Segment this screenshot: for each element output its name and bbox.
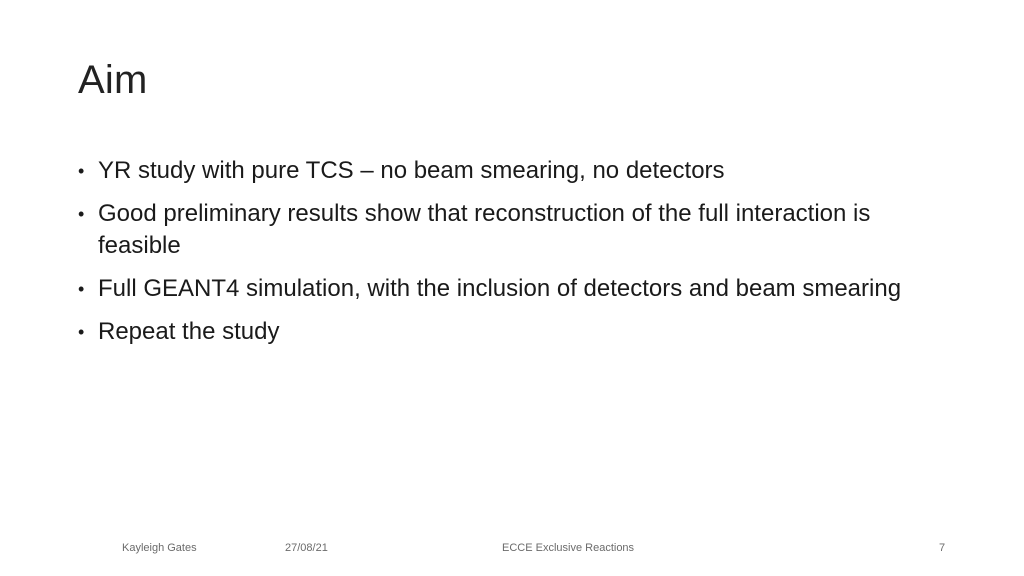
slide-title: Aim <box>78 58 148 102</box>
bullet-icon: • <box>78 279 85 299</box>
bullet-icon: • <box>78 204 85 224</box>
bullet-item <box>78 155 938 187</box>
bullet-text: Full GEANT4 simulation, with the inclusion of detectors and beam smearing <box>98 275 902 302</box>
bullet-icon: • <box>78 161 85 181</box>
bullet-item <box>78 198 938 262</box>
footer-page-number: 7 <box>939 542 946 554</box>
bullet-item <box>78 273 938 305</box>
bullet-text: Repeat the study <box>98 318 280 345</box>
footer-author: Kayleigh Gates <box>122 542 197 554</box>
bullet-text: Good preliminary results show that reconstruction of the full interaction is feasible <box>98 200 871 259</box>
bullet-text: YR study with pure TCS – no beam smearing, no detectors <box>98 157 725 184</box>
bullet-list <box>78 155 938 359</box>
footer-presentation-title: ECCE Exclusive Reactions <box>502 542 635 554</box>
bullet-icon: • <box>78 322 85 342</box>
footer-date: 27/08/21 <box>285 542 328 554</box>
bullet-item <box>78 316 938 348</box>
